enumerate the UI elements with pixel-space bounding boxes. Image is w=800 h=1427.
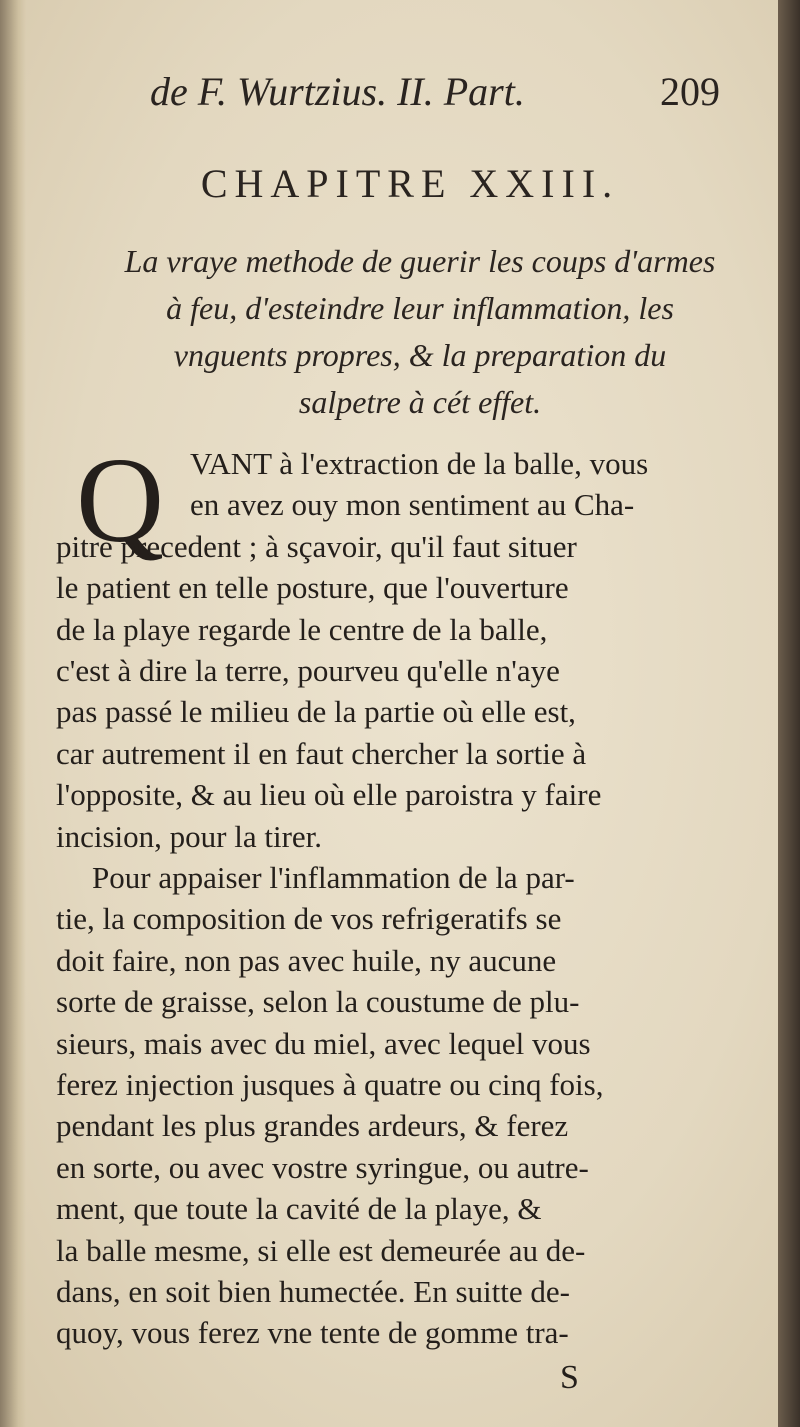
text-line: en avez ouy mon sentiment au Cha- xyxy=(190,487,635,523)
page-number: 209 xyxy=(660,69,720,114)
text-line: pitre precedent ; à sçavoir, qu'il faut situer xyxy=(56,528,577,564)
drop-cap: Q xyxy=(76,433,165,568)
subtitle-line: à feu, d'esteindre leur inflammation, les xyxy=(166,290,674,326)
text-line: dans, en soit bien humectée. En suitte de- xyxy=(56,1274,570,1309)
text-line: VANT à l'extraction de la balle, vous xyxy=(190,446,649,481)
subtitle-line: La vraye methode de guerir les coups d'armes xyxy=(124,243,716,279)
subtitle-line: vnguents propres, & la preparation du xyxy=(173,337,667,373)
chapter-title: CHAPITRE XXIII. xyxy=(200,161,620,206)
text-line: sorte de graisse, selon la coustume de plu- xyxy=(56,984,580,1020)
text-line: tie, la composition de vos refrigeratifs se xyxy=(56,901,562,937)
text-line: le patient en telle posture, que l'ouverture xyxy=(56,570,569,606)
text-line: car autrement il en faut chercher la sortie à xyxy=(56,735,587,771)
subtitle-line: salpetre à cét effet. xyxy=(298,384,542,420)
text-line: sieurs, mais avec du miel, avec lequel vous xyxy=(56,1025,591,1061)
chapter-subtitle xyxy=(80,238,760,426)
text-line: la balle mesme, si elle est demeurée au de- xyxy=(56,1232,586,1268)
text-line: doit faire, non pas avec huile, ny aucune xyxy=(56,942,557,978)
text-line: incision, pour la tirer. xyxy=(56,818,323,854)
page-gutter xyxy=(0,0,26,1427)
text-line: pendant les plus grandes ardeurs, & ferez xyxy=(56,1108,569,1144)
text-line: en sorte, ou avec vostre syringue, ou autre- xyxy=(56,1149,589,1185)
page-edge-shadow xyxy=(778,0,800,1427)
text-line: ferez injection jusques à quatre ou cinq fois, xyxy=(56,1067,604,1102)
text-line: ment, que toute la cavité de la playe, & xyxy=(56,1191,542,1227)
text-line: pas passé le milieu de la partie où elle est, xyxy=(56,694,576,730)
text-line: Pour appaiser l'inflammation de la par- xyxy=(92,860,575,895)
text-line: quoy, vous ferez vne tente de gomme tra- xyxy=(56,1315,569,1351)
text-line: c'est à dire la terre, pourveu qu'elle n'aye xyxy=(56,653,560,688)
signature-mark: S xyxy=(560,1358,579,1396)
text-line: de la playe regarde le centre de la balle, xyxy=(56,611,548,647)
text-line: l'opposite, & au lieu où elle paroistra y faire xyxy=(56,777,602,813)
running-head xyxy=(150,68,750,128)
running-head-title: de F. Wurtzius. II. Part. xyxy=(150,69,525,114)
